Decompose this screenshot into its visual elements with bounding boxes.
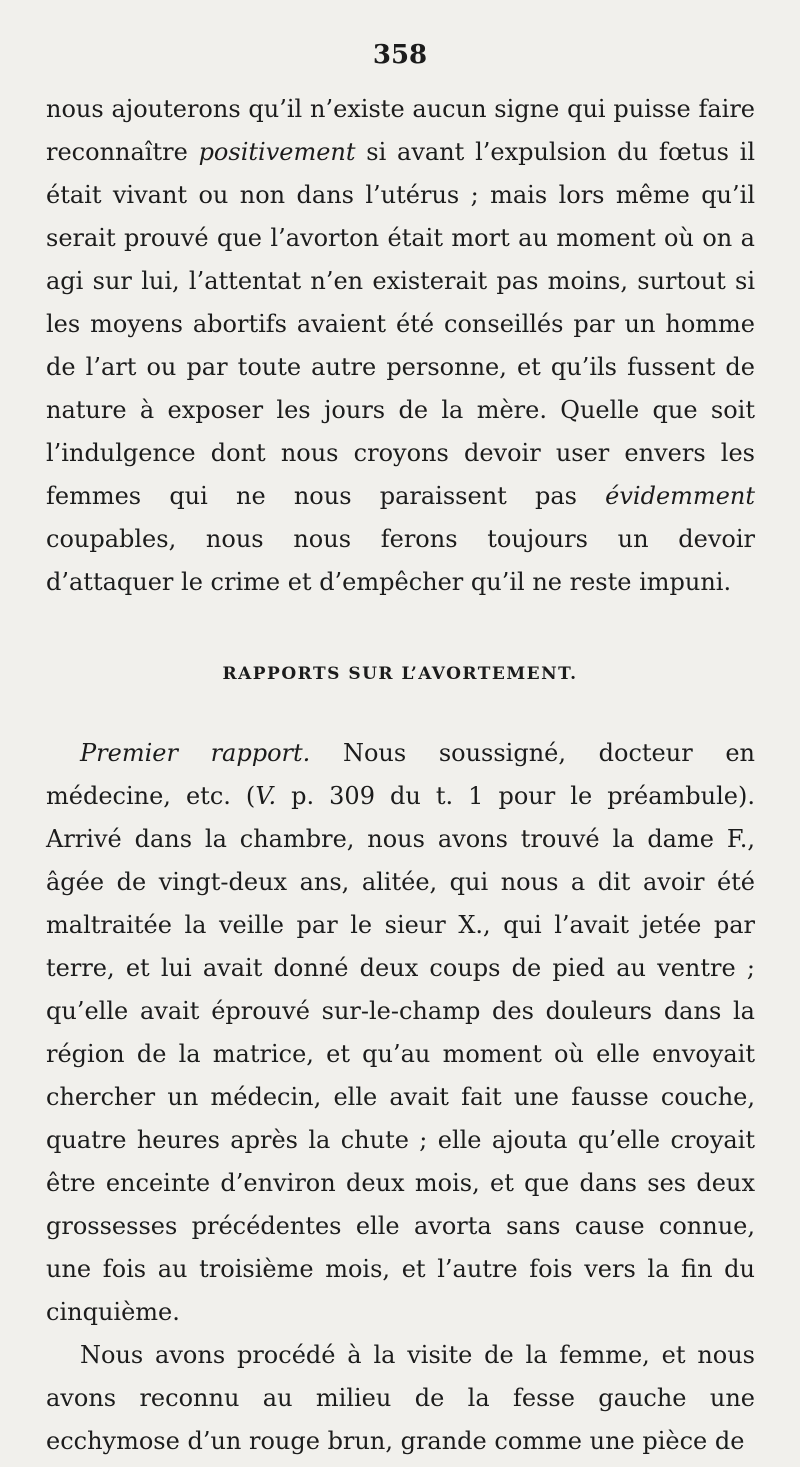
emphasis-evidemment: évidemment [605,482,755,510]
reference-abbrev: V. [255,782,277,810]
paragraph-visite: Nous avons procédé à la visite de la femme, et nous avons reconnu au milieu de la fesse gauche une ecchymose d’un rouge brun, grande comme une pièce de [46,1341,755,1455]
paragraph-premier-rapport [46,732,755,1334]
paragraph-text: coupables, nous nous ferons toujours un devoir d’attaquer le crime et d’empêcher qu’il ne reste impuni. [46,525,755,596]
paragraph-conclusion [46,88,755,604]
rapport-title: Premier rapport. [80,739,311,767]
section-heading: RAPPORTS SUR L’AVORTEMENT. [222,664,578,684]
page-number: 358 [372,40,428,70]
paragraph-text: nous ajouterons qu’il n’existe aucun signe qui puisse faire reconnaître [46,95,755,166]
paragraph-text: si avant l’expulsion du fœtus il était vivant ou non dans l’utérus ; mais lors même qu’il serait prouvé que l’avorton était mort au moment où on a agi sur lui, l’attentat n’en existerait pas moins, surtout si les moyens abortifs avaient été conseillés par un homme de l’art ou par toute autre personne, et qu’ils fussent de nature à exposer les jours de la mère. Quelle que soit l’indulgence dont nous croyons devoir user envers les femmes qui ne nous paraissent pas [46,138,756,510]
emphasis-positivement: positivement [198,138,356,166]
text-block-top [46,88,755,604]
paragraph-text: Nous soussigné, docteur en médecine, etc. ( [46,739,755,810]
text-block-bottom [46,732,755,1463]
paragraph-text: p. 309 du t. 1 pour le préambule). Arrivé dans la chambre, nous avons trouvé la dame F., âgée de vingt-deux ans, alitée, qui nous a dit avoir été maltraitée la veille par le sieur X., qui l’avait jetée par terre, et lui avait donné deux coups de pied au ventre ; qu’elle avait éprouvé sur-le-champ des douleurs dans la région de la matrice, et qu’au moment où elle envoyait chercher un médecin, elle avait fait une fausse couche, quatre heures après la chute ; elle ajouta qu’elle croyait être enceinte d’environ deux mois, et que dans ses deux grossesses précédentes elle avorta sans cause connue, une fois au troisième mois, et l’autre fois vers la fin du cinquième. [46,782,755,1326]
